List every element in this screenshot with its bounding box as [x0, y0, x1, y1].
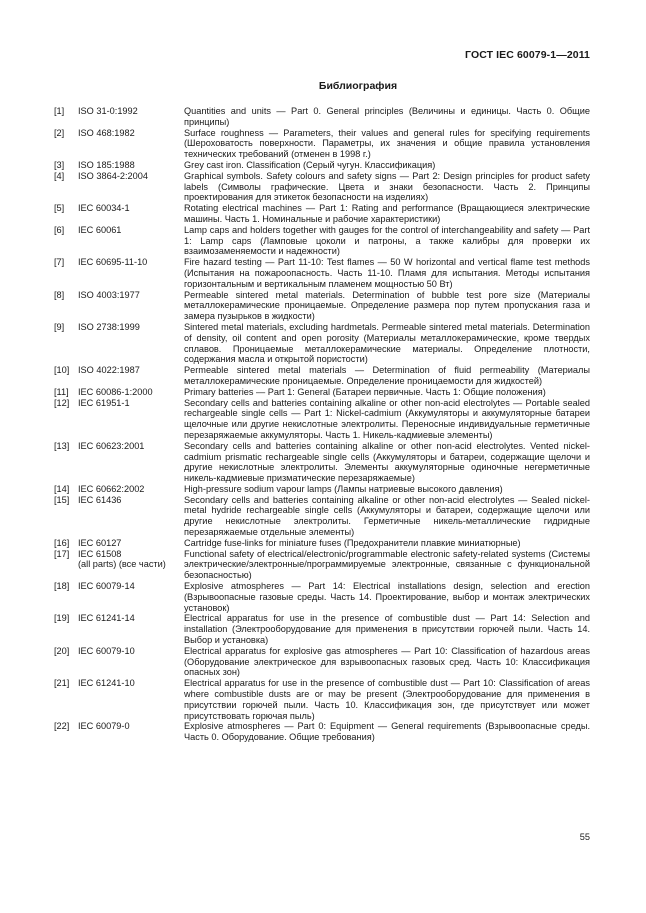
bibliography-entry [54, 365, 590, 387]
entry-description: Explosive atmospheres — Part 14: Electrical installations design, selection and erection (Взрывоопасные газовые среды. Часть 14. Проектирование, выбор и монтаж электрических установок) [184, 581, 590, 613]
entry-standard-code [78, 365, 140, 376]
entry-standard-code [78, 441, 144, 452]
entry-standard-code [78, 538, 121, 549]
entry-standard-code [78, 203, 130, 214]
entry-number: [12] [54, 397, 70, 408]
bibliography-entry [54, 225, 590, 257]
entry-standard-code [78, 290, 140, 301]
entry-standard-code [78, 387, 153, 398]
entry-number: [1] [54, 106, 65, 116]
entry-number: [10] [54, 365, 70, 376]
entry-number: [13] [54, 440, 70, 451]
entry-number: [15] [54, 494, 70, 505]
entry-description: Quantities and units — Part 0. General principles (Величины и единицы. Часть 0. Общие принципы) [184, 106, 590, 127]
entry-description: Rotating electrical machines — Part 1: Rating and performance (Вращающиеся электрические машины. Часть 1. Номинальные и рабочие характеристики) [184, 203, 590, 224]
entry-code-text: IEC 60061 [78, 224, 122, 235]
entry-code-text: IEC 61436 [78, 494, 122, 505]
entry-standard-code [78, 646, 135, 657]
entry-code-text: ISO 2738:1999 [78, 321, 140, 332]
entry-number: [22] [54, 721, 70, 732]
entry-number: [16] [54, 537, 70, 548]
entry-number: [2] [54, 127, 65, 138]
bibliography-list [54, 106, 590, 743]
document-header: ГОСТ IEC 60079-1—2011 [465, 49, 590, 61]
entry-code-note: (all parts) (все части) [78, 559, 166, 570]
entry-standard-code [78, 549, 166, 571]
entry-number: [18] [54, 581, 70, 592]
entry-number: [9] [54, 321, 65, 332]
bibliography-entry [54, 538, 590, 549]
entry-description: Cartridge fuse-links for miniature fuses (Предохранители плавкие миниатюрные) [184, 537, 521, 548]
entry-number: [7] [54, 257, 65, 268]
bibliography-entry [54, 613, 590, 645]
entry-number: [5] [54, 203, 65, 214]
entry-number: [6] [54, 224, 65, 235]
entry-description: Functional safety of electrical/electronic/programmable electronic safety-related systems (Системы электрические/электронные/программируемые электронные, связанные с функциональной безопасностью) [184, 548, 590, 581]
entry-description: Lamp caps and holders together with gauges for the control of interchangeability and safety — Part 1: Lamp caps (Ламповые цоколи и патроны, а также калибры для проверки их взаимозаменяемости и надежности) [184, 224, 590, 257]
entry-standard-code [78, 160, 135, 171]
entry-standard-code [78, 721, 130, 732]
entry-standard-code [78, 128, 135, 139]
bibliography-entry [54, 721, 590, 743]
entry-description: Secondary cells and batteries containing alkaline or other non-acid electrolytes — Portable sealed rechargeable single cells — Part 1: Nickel-cadmium (Аккумуляторы и аккумуляторные батареи щелочные или другие некислотные электролиты. Переносные индивидуальные герметичные перезаряжаемые аккумуляторы. Часть 1. Никель-кадмиевые элементы) [184, 397, 590, 440]
entry-code-text: IEC 61241-14 [78, 613, 135, 624]
entry-description: Sintered metal materials, excluding hardmetals. Permeable sintered metal materials. Determination of density, oil content and open porosity (Материалы металлокерамические, кроме твердых сплавов. Проницаемые металлокерамические материалы. Определение плотности, содержания масла и открытой пористости) [184, 321, 590, 365]
entry-code-text: ISO 31-0:1992 [78, 106, 138, 116]
entry-description: Fire hazard testing — Part 11-10: Test flames — 50 W horizontal and vertical flame test methods (Испытания на пожароопасность. Часть 11-10. Пламя для испытания. Методы испытания горизонтальным и вертикальным пламенем мощностью 50 Вт) [184, 257, 590, 289]
entry-number: [4] [54, 170, 65, 181]
entry-code-text: ISO 4003:1977 [78, 289, 140, 300]
bibliography-entry [54, 549, 590, 581]
bibliography-entry [54, 398, 590, 441]
entry-code-text: IEC 61241-10 [78, 678, 135, 689]
entry-description: Explosive atmospheres — Part 0: Equipment — General requirements (Взрывоопасные среды. Часть 0. Оборудование. Общие требования) [184, 721, 590, 743]
entry-code-text: ISO 185:1988 [78, 159, 135, 170]
entry-code-text: IEC 60034-1 [78, 203, 130, 214]
entry-standard-code [78, 678, 135, 689]
entry-description: Surface roughness — Parameters, their values and general rules for specifying requirements (Шероховатость поверхности. Параметры, их значения и общие правила установления технических требований (отменен в 1998 г.) [184, 127, 590, 160]
entry-code-text: IEC 60695-11-10 [78, 257, 148, 268]
bibliography-entry [54, 322, 590, 365]
entry-code-text: IEC 60623:2001 [78, 440, 145, 451]
entry-number: [17] [54, 548, 70, 559]
entry-number: [11] [54, 386, 69, 397]
entry-code-text: IEC 60079-10 [78, 645, 135, 656]
entry-standard-code [78, 495, 121, 506]
bibliography-entry [54, 290, 590, 322]
entry-standard-code [78, 257, 147, 268]
entry-number: [19] [54, 613, 70, 624]
bibliography-entry [54, 171, 590, 203]
entry-code-text: IEC 60086-1:2000 [78, 386, 153, 397]
entry-description: Permeable sintered metal materials. Determination of bubble test pore size (Материалы металлокерамические проницаемые. Определение размера пор путем пропускания газа и замера пузырьков в жидкости) [184, 289, 590, 322]
entry-description: Secondary cells and batteries containing alkaline or other non-acid electrolytes. Vented nickel-cadmium prismatic rechargeable single cells (Аккумуляторы и батареи, содержащие щелочи и другие некислотные электролиты. Элементы аккумуляторные одиночные негерметичные никель-кадмиевые призматические перезаряжаемые) [184, 440, 590, 484]
entry-code-text: IEC 60662:2002 [78, 483, 145, 494]
bibliography-entry [54, 203, 590, 225]
entry-description: Graphical symbols. Safety colours and safety signs — Part 2: Design principles for product safety labels (Символы графические. Цвета и знаки безопасности. Часть 2. Принципы проектирования для этикеток безопасности на изделиях) [184, 170, 590, 203]
entry-standard-code [78, 322, 140, 333]
bibliography-entry [54, 581, 590, 613]
page-number: 55 [579, 832, 590, 842]
bibliography-entry [54, 495, 590, 538]
entry-description: Secondary cells and batteries containing alkaline or other non-acid electrolytes — Sealed nickel-metal hydride rechargeable single cells (Аккумуляторы и батареи, содержащие щелочи или другие некислотные электролиты. Герметичные никель-металлические гидридные перезаряжаемые отдельные элементы) [184, 494, 590, 538]
bibliography-entry [54, 387, 590, 398]
entry-description: Grey cast iron. Classification (Серый чугун. Классификация) [184, 159, 436, 170]
entry-standard-code [78, 613, 135, 624]
entry-number: [8] [54, 289, 65, 300]
entry-standard-code [78, 106, 138, 117]
entry-number: [3] [54, 159, 65, 170]
entry-code-text: ISO 3864-2:2004 [78, 170, 148, 181]
bibliography-entry [54, 160, 590, 171]
bibliography-entry [54, 257, 590, 289]
bibliography-entry [54, 484, 590, 495]
entry-standard-code [78, 225, 121, 236]
entry-description: Electrical apparatus for explosive gas atmospheres — Part 10: Classification of hazardous areas (Оборудование электрическое для взрывоопасных газовых сред. Часть 10: Классификация опасных зон) [184, 645, 590, 678]
entry-description: High-pressure sodium vapour lamps (Лампы натриевые высокого давления) [184, 483, 503, 494]
entry-number: [20] [54, 645, 70, 656]
entry-code-text: IEC 60079-14 [78, 581, 135, 592]
entry-standard-code [78, 398, 130, 409]
entry-description: Permeable sintered metal materials — Determination of fluid permeability (Материалы металлокерамические проницаемые. Определение проницаемости для жидкостей) [184, 365, 590, 386]
entry-standard-code [78, 484, 144, 495]
entry-description: Electrical apparatus for use in the presence of combustible dust — Part 10: Classification of areas where combustible dusts are or may be present (Электрооборудование для применения в присутствии горючей пыли. Часть 10. Классификация зон, где присутствует или может присутствовать горючая пыль) [184, 678, 590, 721]
entry-code-text: IEC 61951-1 [78, 397, 130, 408]
entry-standard-code [78, 171, 148, 182]
entry-code-text: IEC 60079-0 [78, 721, 130, 732]
page-title: Библиография [318, 80, 398, 92]
bibliography-entry [54, 106, 590, 128]
entry-code-text: IEC 61508 [78, 548, 122, 559]
entry-code-text: ISO 4022:1987 [78, 365, 140, 376]
entry-number: [14] [54, 483, 70, 494]
entry-description: Primary batteries — Part 1: General (Батареи первичные. Часть 1: Общие положения) [184, 386, 546, 397]
entry-standard-code [78, 581, 135, 592]
bibliography-entry [54, 678, 590, 721]
entry-code-text: IEC 60127 [78, 537, 122, 548]
entry-number: [21] [54, 678, 70, 689]
bibliography-entry [54, 441, 590, 484]
entry-code-text: ISO 468:1982 [78, 127, 135, 138]
bibliography-entry [54, 646, 590, 678]
entry-description: Electrical apparatus for use in the presence of combustible dust — Part 14: Selection and installation (Электрооборудование для применения в присутствии горючей пыли. Часть 14. Выбор и установка) [184, 613, 590, 646]
bibliography-entry [54, 128, 590, 160]
